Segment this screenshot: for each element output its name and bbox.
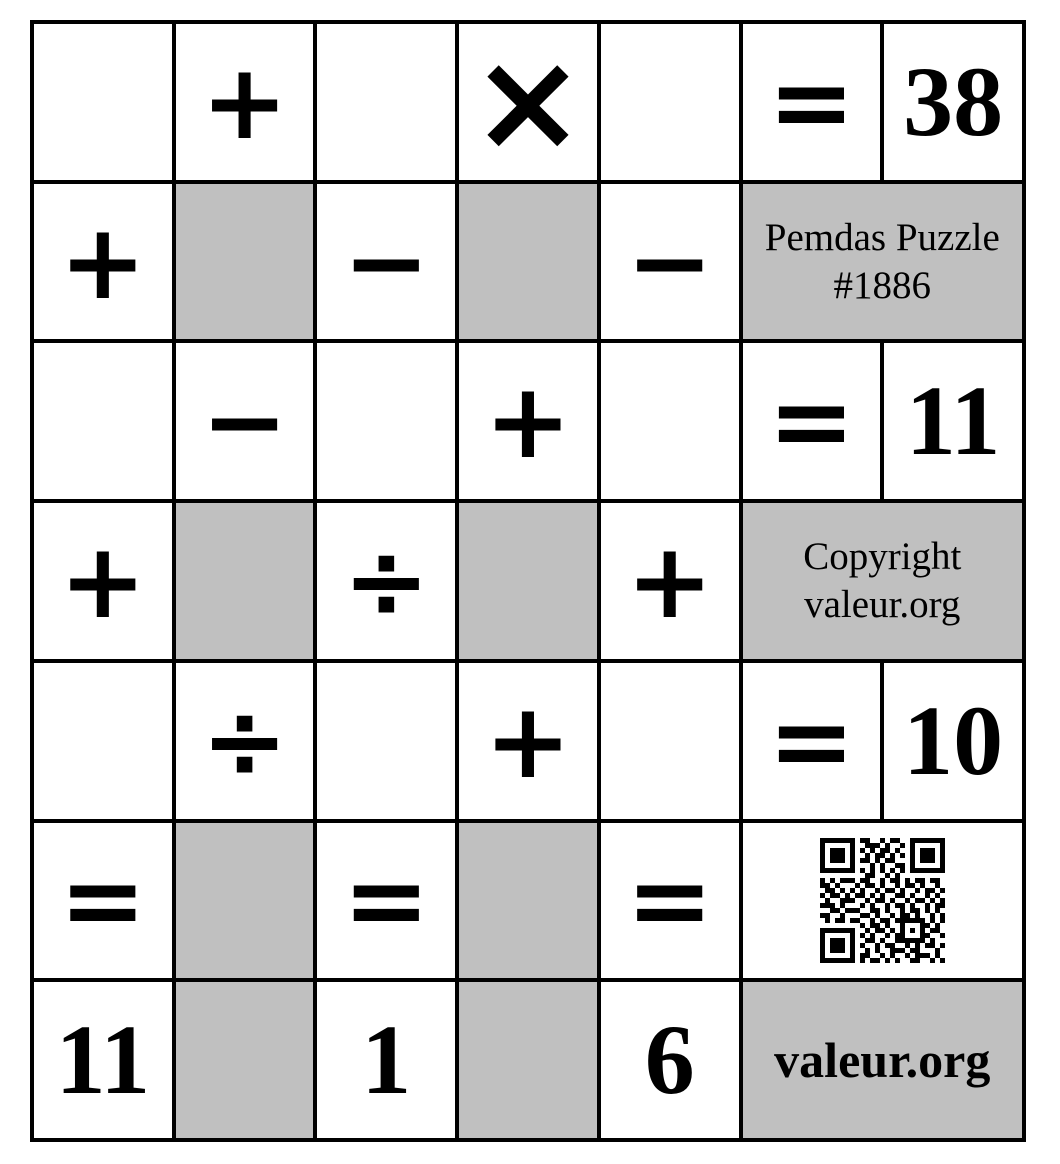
operator-plus-r4c1: [34, 503, 172, 659]
operator-glyph: +: [484, 679, 572, 802]
equals-sign-r1c6: [743, 24, 881, 180]
equals-sign-r6c1: [34, 823, 172, 979]
puzzle-title-card: [743, 184, 1022, 340]
operator-times-r1c4: [459, 24, 597, 180]
filler-cell-r2c2: [176, 184, 314, 340]
equals-sign-r3c6: [743, 343, 881, 499]
operator-glyph: −: [342, 200, 430, 323]
col-result-6: [601, 982, 739, 1138]
operator-glyph: −: [200, 360, 289, 483]
number-value: 11: [55, 1004, 151, 1116]
operator-glyph: +: [626, 519, 714, 642]
row-result-10: [884, 663, 1022, 819]
filler-cell-r6c4: [459, 823, 597, 979]
operator-glyph: +: [200, 40, 289, 163]
operator-plus-r2c1: [34, 184, 172, 340]
operator-minus-r3c2: [176, 343, 314, 499]
label-text-line: valeur.org: [774, 1031, 991, 1088]
filler-cell-r7c2: [176, 982, 314, 1138]
filler-cell-r6c2: [176, 823, 314, 979]
number-value: 10: [903, 684, 1004, 796]
operator-minus-r2c5: [601, 184, 739, 340]
answer-cell-r5c3: [317, 663, 455, 819]
operator-glyph: +: [59, 200, 147, 323]
label-text-line: Copyright: [803, 535, 962, 579]
operator-glyph: ÷: [342, 519, 430, 642]
operator-glyph: =: [342, 839, 430, 962]
operator-glyph: ×: [470, 24, 586, 180]
number-value: 6: [644, 1004, 695, 1116]
operator-glyph: =: [767, 40, 855, 163]
answer-cell-r1c1: [34, 24, 172, 180]
copyright-card: [743, 503, 1022, 659]
row-result-38: [884, 24, 1022, 180]
operator-plus-r3c4: [459, 343, 597, 499]
number-value: 38: [903, 45, 1004, 157]
filler-cell-r7c4: [459, 982, 597, 1138]
number-value: 1: [361, 1004, 412, 1116]
operator-glyph: =: [767, 360, 855, 483]
label-text-line: valeur.org: [804, 582, 961, 626]
label-text-line: Pemdas Puzzle: [764, 215, 1000, 259]
qr-cell: [743, 823, 1022, 979]
operator-plus-r4c5: [601, 503, 739, 659]
filler-cell-r2c4: [459, 184, 597, 340]
operator-plus-r5c4: [459, 663, 597, 819]
operator-glyph: =: [59, 839, 147, 962]
row-result-11: [884, 343, 1022, 499]
answer-cell-r3c5: [601, 343, 739, 499]
label-text-line: #1886: [833, 263, 932, 307]
equals-sign-r5c6: [743, 663, 881, 819]
operator-glyph: =: [767, 679, 855, 802]
qr-code-icon: [820, 838, 945, 963]
answer-cell-r3c3: [317, 343, 455, 499]
operator-glyph: =: [626, 839, 714, 962]
operator-plus-r1c2: [176, 24, 314, 180]
answer-cell-r1c5: [601, 24, 739, 180]
operator-glyph: ÷: [200, 679, 289, 802]
operator-glyph: +: [59, 519, 147, 642]
equals-sign-r6c5: [601, 823, 739, 979]
answer-cell-r1c3: [317, 24, 455, 180]
answer-cell-r3c1: [34, 343, 172, 499]
number-value: 11: [905, 365, 1001, 477]
filler-cell-r4c2: [176, 503, 314, 659]
website-card: [743, 982, 1022, 1138]
operator-divide-r4c3: [317, 503, 455, 659]
equals-sign-r6c3: [317, 823, 455, 979]
col-result-1: [317, 982, 455, 1138]
operator-glyph: +: [484, 360, 572, 483]
answer-cell-r5c1: [34, 663, 172, 819]
operator-minus-r2c3: [317, 184, 455, 340]
col-result-11: [34, 982, 172, 1138]
filler-cell-r4c4: [459, 503, 597, 659]
operator-glyph: −: [626, 200, 714, 323]
pemdas-puzzle-grid: [30, 20, 1026, 1142]
answer-cell-r5c5: [601, 663, 739, 819]
operator-divide-r5c2: [176, 663, 314, 819]
